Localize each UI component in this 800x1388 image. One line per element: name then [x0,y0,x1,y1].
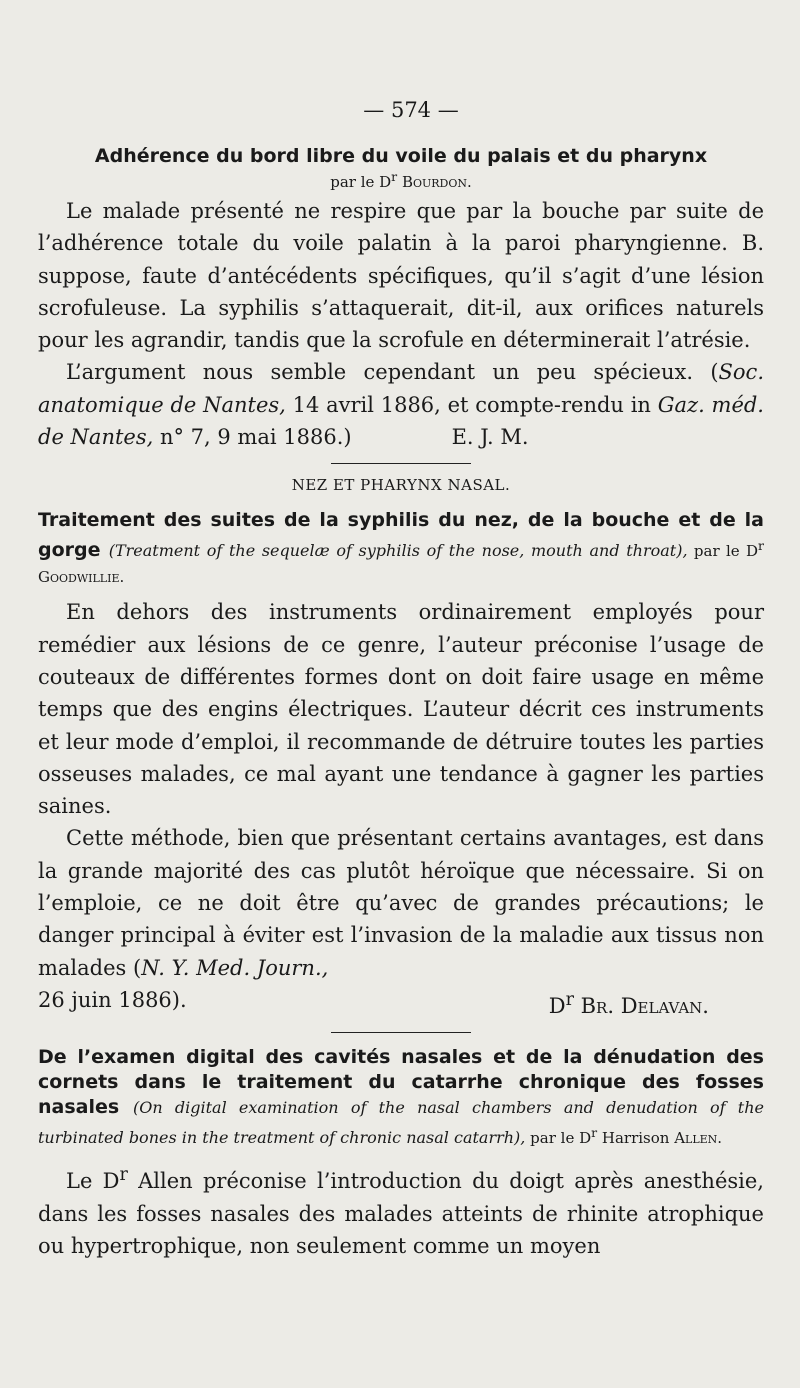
author-name: Allen. [674,1129,723,1148]
article-title: Traitement des suites de la syphilis du nez, de la bouche et de la gorge (Treatment of the sequelæ of syphilis of the nose, mouth and throat), par le $D^r$ Goodwillie. [38,509,765,587]
article-title: Adhérence du bord libre du voile du palais et du pharynx [94,145,708,167]
paragraph: Le $D^r$ Allen préconise l’introduction du doigt après anesthésie, dans les fosses nasales des malades atteints de rhinite atrophique ou hypertrophique, non seulement comme un moyen [38,1165,764,1258]
byline: par le $D^r$ Harrison Allen. [525,1125,723,1148]
article-allen [38,1045,764,1262]
byline: par le $D^r$ Goodwillie. [38,538,765,587]
paragraph: Le malade présenté ne respire que par la bouche par suite de l’adhérence totale du voile palatin à la paroi pharyngienne. B. suppose, faute d’antécédents spécifiques, qu’il s’agit d’une lésion scrofuleuse. La syphilis s’attaquerait, dit-il, aux orifices naturels pour les agrandir, tandis que la scrofule en déterminerait l’atrésie. [38,199,764,353]
article-bourdon [38,144,764,453]
signature: E. J. M. [451,425,529,450]
page-number: — 574 — [363,98,459,122]
citation-line [38,984,764,1022]
paragraph: Cette méthode, bien que présentant certains avantages, est dans la grande majorité des cas plutôt héroïque que nécessaire. Si on l’emploie, ce ne doit être qu’avec de grandes précautions; le danger principal à éviter est l’invasion de la maladie aux tissus non malades (N. Y. Med. Journ., [38,826,764,980]
author-name: Goodwillie. [38,568,125,587]
divider-rule [331,1032,471,1033]
divider-rule [331,463,471,464]
paragraph: L’argument nous semble cependant un peu spécieux. (Soc. anatomique de Nantes, 14 avril 1886, et compte-rendu in Gaz. méd. de Nantes, n° 7, 9 mai 1886.) E. J. M. [38,360,764,450]
byline: par le $D^r$ Bourdon. [330,169,472,191]
paragraph: En dehors des instruments ordinairement employés pour remédier aux lésions de ce genre, l’auteur préconise l’usage de couteaux de différentes formes dont on doit faire usage en même temps que des engins électriques. L’auteur décrit ces instruments et leur mode d’emploi, il recommande de détruire toutes les parties osseuses malades, ce mal ayant une tendance à gagner les parties saines. [38,600,764,819]
english-title: (Treatment of the sequelæ of syphilis of the nose, mouth and throat), [108,541,688,561]
author-name: Bourdon. [401,173,472,191]
citation-date: 26 juin 1886). [38,987,187,1012]
article-goodwillie [38,508,764,1022]
article-title: De l’examen digital des cavités nasales et de la dénudation des cornets dans le traitement du catarrhe chronique des fosses nasales (On digital examination of the nasal chambers and denudation of the turbinated bones in the treatment of chronic nasal catarrh), par le $D^r$ Harrison Allen. [38,1046,764,1148]
section-heading: NEZ ET PHARYNX NASAL. [291,476,511,495]
signature: $D^r$ Br. Delavan. [548,989,709,1018]
english-title: (On digital examination of the nasal chambers and denudation of the turbinated bones in the treatment of chronic nasal catarrh), [38,1098,764,1148]
